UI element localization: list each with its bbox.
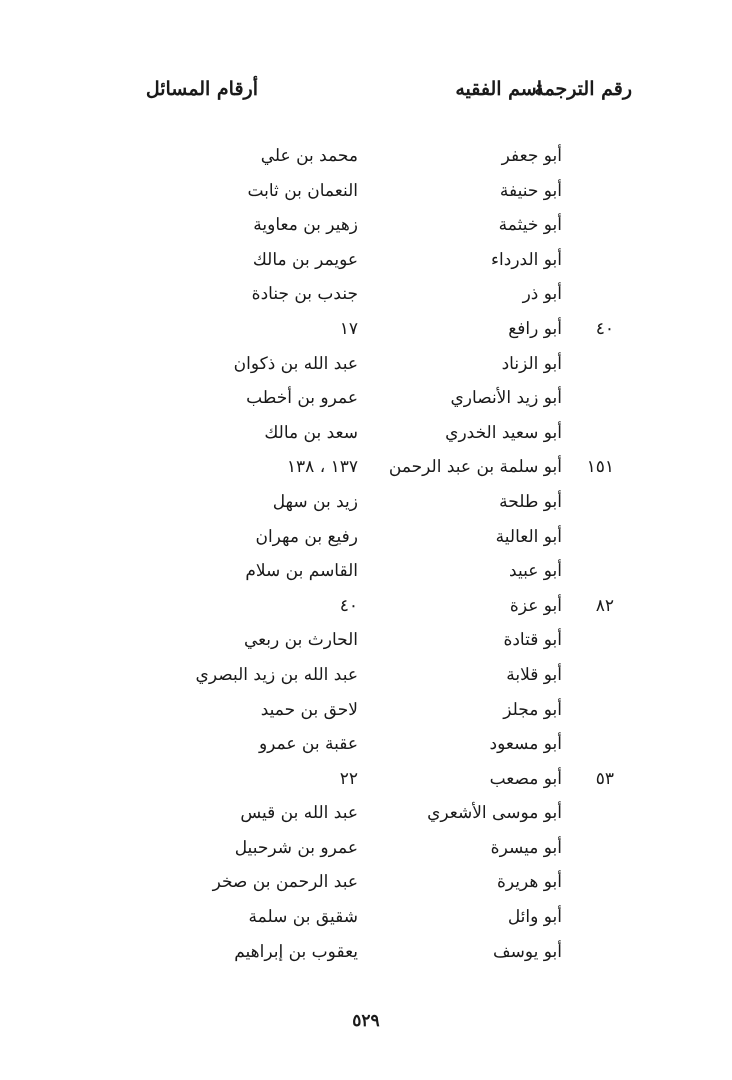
jurist-full-name-or-issues: جندب بن جنادة [251,284,358,305]
jurist-kunya: أبو عبيد [509,561,562,582]
jurist-kunya: أبو الزناد [501,353,562,374]
table-row [0,313,732,348]
table-row [0,348,732,383]
table-row [0,590,732,625]
table-row [0,451,732,486]
jurist-full-name-or-issues: عبد الله بن زيد البصري [195,664,358,685]
jurist-full-name-or-issues: لاحق بن حميد [260,699,358,720]
jurist-full-name-or-issues: عويمر بن مالك [252,249,358,270]
jurist-full-name-or-issues: ٢٢ [339,768,358,789]
jurist-full-name-or-issues: القاسم بن سلام [245,561,358,582]
table-row [0,382,732,417]
jurist-full-name-or-issues: شقيق بن سلمة [248,907,358,928]
jurist-full-name-or-issues: عبد الله بن قيس [240,803,358,824]
translation-number: ٨٢ [595,595,614,616]
page-number: ٥٢٩ [352,1011,380,1031]
translation-number: ٥٣ [595,768,614,789]
jurist-kunya: أبو جعفر [501,146,562,166]
jurist-full-name-or-issues: يعقوب بن إبراهيم [234,941,358,962]
jurist-kunya: أبو مسعود [489,734,562,755]
jurist-kunya: أبو سعيد الخدري [445,422,562,443]
translation-number: ٤٠ [595,318,614,339]
jurist-kunya: أبو العالية [495,526,562,547]
table-row [0,866,732,901]
index-table [0,140,732,970]
table-row [0,728,732,763]
jurist-kunya: أبو هريرة [496,872,562,893]
table-row [0,797,732,832]
jurist-full-name-or-issues: عبد الرحمن بن صخر [212,872,358,893]
jurist-full-name-or-issues: ١٧ [339,318,358,339]
table-row [0,244,732,279]
table-row [0,694,732,729]
jurist-full-name-or-issues: عمرو بن أخطب [246,388,358,409]
jurist-full-name-or-issues: محمد بن علي [260,146,358,166]
table-row [0,521,732,556]
table-row [0,175,732,210]
header-jurist-name: اسم الفقيه [455,78,542,100]
jurist-full-name-or-issues: عمرو بن شرحبيل [234,837,358,858]
table-row [0,486,732,521]
jurist-full-name-or-issues: رفيع بن مهران [255,526,358,547]
jurist-full-name-or-issues: عقبة بن عمرو [258,734,358,755]
table-row [0,936,732,971]
header-issue-numbers: أرقام المسائل [145,78,258,100]
jurist-full-name-or-issues: النعمان بن ثابت [247,180,358,201]
jurist-kunya: أبو خيثمة [498,215,562,236]
jurist-kunya: أبو موسى الأشعري [427,803,562,824]
jurist-full-name-or-issues: عبد الله بن ذكوان [233,353,358,374]
table-row [0,209,732,244]
table-row [0,659,732,694]
jurist-full-name-or-issues: سعد بن مالك [264,422,358,443]
jurist-kunya: أبو رافع [508,318,562,339]
jurist-full-name-or-issues: الحارث بن ربعي [243,630,358,651]
jurist-full-name-or-issues: ٤٠ [339,595,358,616]
jurist-kunya: أبو ذر [522,284,562,305]
jurist-kunya: أبو زيد الأنصاري [450,388,562,409]
jurist-kunya: أبو يوسف [493,941,562,962]
jurist-kunya: أبو الدرداء [491,249,562,270]
table-row [0,832,732,867]
jurist-kunya: أبو ميسرة [490,837,562,858]
table-row [0,901,732,936]
jurist-full-name-or-issues: ١٣٧ ، ١٣٨ [286,457,358,478]
jurist-kunya: أبو طلحة [499,491,562,512]
jurist-kunya: أبو حنيفة [499,180,562,201]
table-row [0,555,732,590]
table-row [0,417,732,452]
jurist-kunya: أبو قتادة [503,630,562,651]
jurist-kunya: أبو سلمة بن عبد الرحمن [388,457,562,478]
translation-number: ١٥١ [586,457,614,478]
table-row [0,763,732,798]
jurist-kunya: أبو عزة [509,595,562,616]
header-translation-number: رقم الترجمة [534,78,632,100]
table-row [0,624,732,659]
jurist-kunya: أبو مجلز [503,699,562,720]
jurist-full-name-or-issues: زهير بن معاوية [253,215,358,236]
jurist-kunya: أبو مصعب [489,768,562,789]
jurist-kunya: أبو وائل [507,907,562,928]
table-row [0,278,732,313]
jurist-full-name-or-issues: زيد بن سهل [272,491,358,512]
jurist-kunya: أبو قلابة [506,664,562,685]
table-row [0,140,732,175]
